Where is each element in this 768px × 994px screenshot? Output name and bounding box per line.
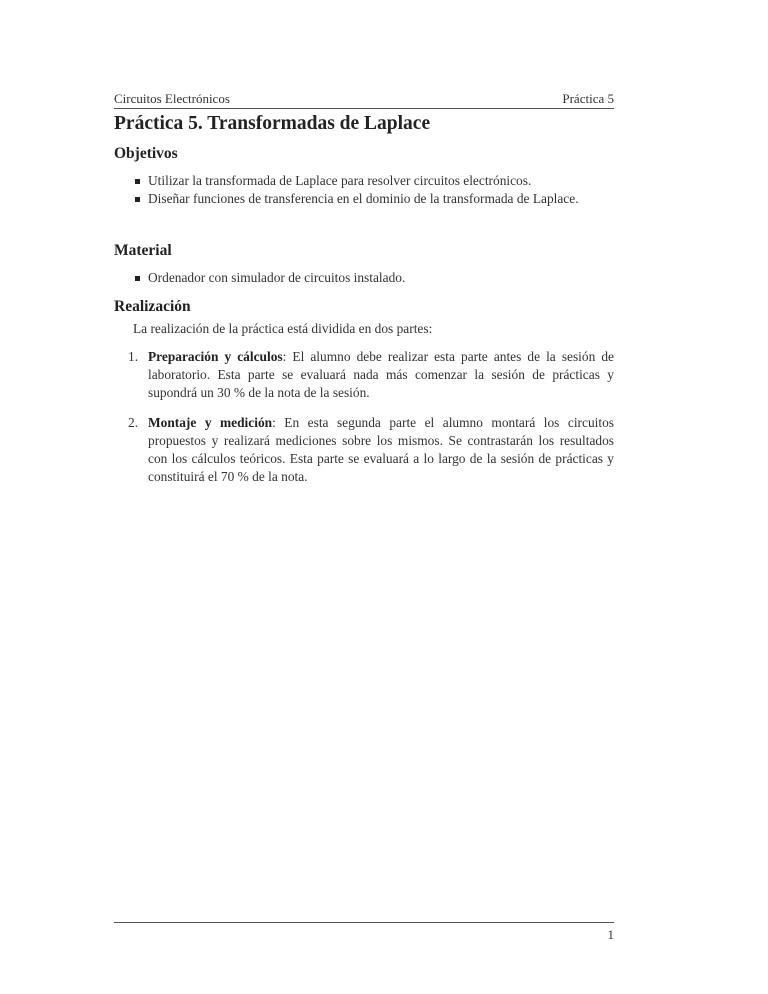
footer-rule	[114, 922, 614, 923]
bullet-icon	[135, 197, 140, 202]
section-heading-material: Material	[114, 242, 172, 259]
realizacion-intro: La realización de la práctica está dividida en dos partes:	[133, 321, 433, 336]
material-list	[114, 269, 614, 287]
section-heading-objetivos: Objetivos	[114, 145, 178, 162]
item-title: Preparación y cálculos	[148, 349, 283, 364]
page-number: 1	[607, 927, 614, 942]
item-title: Montaje y medición	[148, 415, 273, 430]
item-text: : El alumno debe realizar esta parte antes de la sesión de laboratorio. Esta parte se evaluará nada más comenzar la sesión de prácticas y supondrá un 30 % de la nota de la sesión.	[148, 349, 614, 400]
list-item: Ordenador con simulador de circuitos instalado.	[114, 269, 614, 287]
list-item	[114, 414, 614, 486]
list-item	[114, 348, 614, 402]
list-item: Diseñar funciones de transferencia en el dominio de la transformada de Laplace.	[114, 190, 614, 208]
item-number: 1.	[128, 349, 139, 364]
section-heading-realizacion: Realización	[114, 298, 191, 315]
running-header	[114, 91, 614, 107]
parts-list	[114, 348, 614, 498]
item-text: : En esta segunda parte el alumno montará los circuitos propuestos y realizará mediciones sobre los mismos. Se contrastarán los resultados con los cálculos teóricos. Esta parte se evaluará a lo largo de la sesión de prácticas y constituirá el 70 % de la nota.	[148, 415, 614, 484]
item-number: 2.	[128, 415, 139, 430]
bullet-icon	[135, 276, 140, 281]
bullet-icon	[135, 179, 140, 184]
objetivos-list	[114, 172, 614, 208]
header-rule	[114, 108, 614, 109]
header-practice: Práctica 5	[562, 91, 614, 106]
list-item: Utilizar la transformada de Laplace para resolver circuitos electrónicos.	[114, 172, 614, 190]
page-title: Práctica 5. Transformadas de Laplace	[114, 113, 431, 134]
header-course: Circuitos Electrónicos	[114, 91, 230, 106]
